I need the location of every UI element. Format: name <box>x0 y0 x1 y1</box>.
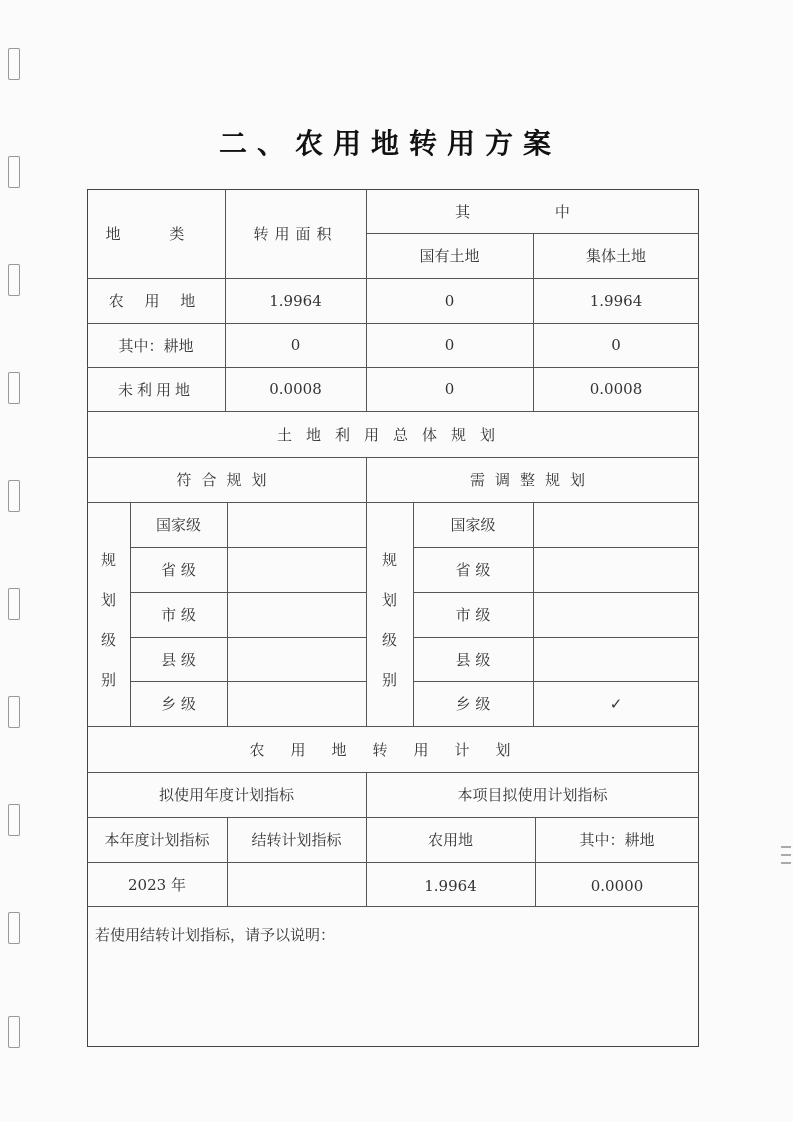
adjust-mark <box>533 592 699 637</box>
this-year-header: 本年度计划指标 <box>104 831 210 849</box>
row-collective: 0 <box>611 336 621 354</box>
row-label: 农 用 地 <box>108 292 204 310</box>
conform-plan-header: 符合规划 <box>176 471 277 489</box>
adjust-mark <box>533 637 699 681</box>
conform-mark <box>227 637 366 681</box>
level-township: 乡 级 <box>161 695 196 713</box>
intended-annual-header: 拟使用年度计划指标 <box>158 786 294 804</box>
check-mark-icon: ✓ <box>609 694 623 713</box>
binding-hole <box>8 48 20 80</box>
of-which-header: 其 中 <box>455 202 610 221</box>
adjust-mark <box>533 502 699 547</box>
row-label: 未利用地 <box>117 380 194 399</box>
this-year-value: 2023 年 <box>128 875 186 894</box>
conform-mark <box>227 592 366 637</box>
scan-mark <box>781 854 791 856</box>
row-state: 0 <box>444 380 455 398</box>
binding-hole <box>8 804 20 836</box>
level-city: 市 级 <box>455 606 491 624</box>
conform-mark <box>227 502 366 547</box>
arable-header: 其中：耕地 <box>579 831 655 849</box>
arable-value: 0.0000 <box>590 877 644 895</box>
plan-level-label-right: 规 划 级 别 <box>381 551 397 689</box>
collective-header: 集体土地 <box>585 247 646 265</box>
binding-hole <box>8 912 20 944</box>
land-type-header: 地 类 <box>105 225 207 243</box>
row-collective: 1.9964 <box>589 291 643 310</box>
project-intended-header: 本项目拟使用计划指标 <box>457 786 608 804</box>
row-area: 0 <box>290 336 301 354</box>
plan-level-label-left: 规 划 级 别 <box>100 551 116 689</box>
scan-mark <box>781 862 791 864</box>
binding-hole <box>8 264 20 296</box>
conform-mark <box>227 547 366 592</box>
farmland-value: 1.9964 <box>424 877 477 895</box>
conversion-area-header: 转用面积 <box>253 225 338 243</box>
row-area: 1.9964 <box>269 291 322 310</box>
row-state: 0 <box>444 291 455 310</box>
level-national: 国家级 <box>450 516 496 534</box>
carryover-note: 若使用结转计划指标，请予以说明： <box>95 926 336 944</box>
level-county: 县 级 <box>455 650 491 669</box>
binding-hole <box>8 696 20 728</box>
carryover-header: 结转计划指标 <box>251 831 342 849</box>
state-owned-header: 国有土地 <box>419 247 480 265</box>
level-national: 国家级 <box>155 516 201 534</box>
farmland-header: 农用地 <box>427 831 473 849</box>
adjust-plan-header: 需调整规划 <box>469 471 595 489</box>
level-county: 县 级 <box>161 650 196 669</box>
carryover-value <box>227 862 366 906</box>
binding-hole <box>8 480 20 512</box>
row-area: 0.0008 <box>269 380 322 398</box>
row-state: 0 <box>444 336 455 354</box>
level-city: 市 级 <box>161 606 196 624</box>
row-label: 其中：耕地 <box>118 336 194 355</box>
level-township: 乡 级 <box>455 695 491 713</box>
adjust-mark <box>533 547 699 592</box>
page-title: 二、农用地转用方案 <box>218 127 561 160</box>
binding-hole <box>8 1016 20 1048</box>
overall-plan-heading: 土地利用总体规划 <box>276 425 509 444</box>
row-collective: 0.0008 <box>589 380 643 398</box>
scan-mark <box>781 846 791 848</box>
level-provincial: 省 级 <box>455 561 491 579</box>
conversion-plan-heading: 农用地转用计划 <box>249 740 537 759</box>
conform-mark <box>227 681 366 726</box>
level-provincial: 省 级 <box>161 561 196 579</box>
binding-hole <box>8 588 20 620</box>
binding-hole <box>8 372 20 404</box>
